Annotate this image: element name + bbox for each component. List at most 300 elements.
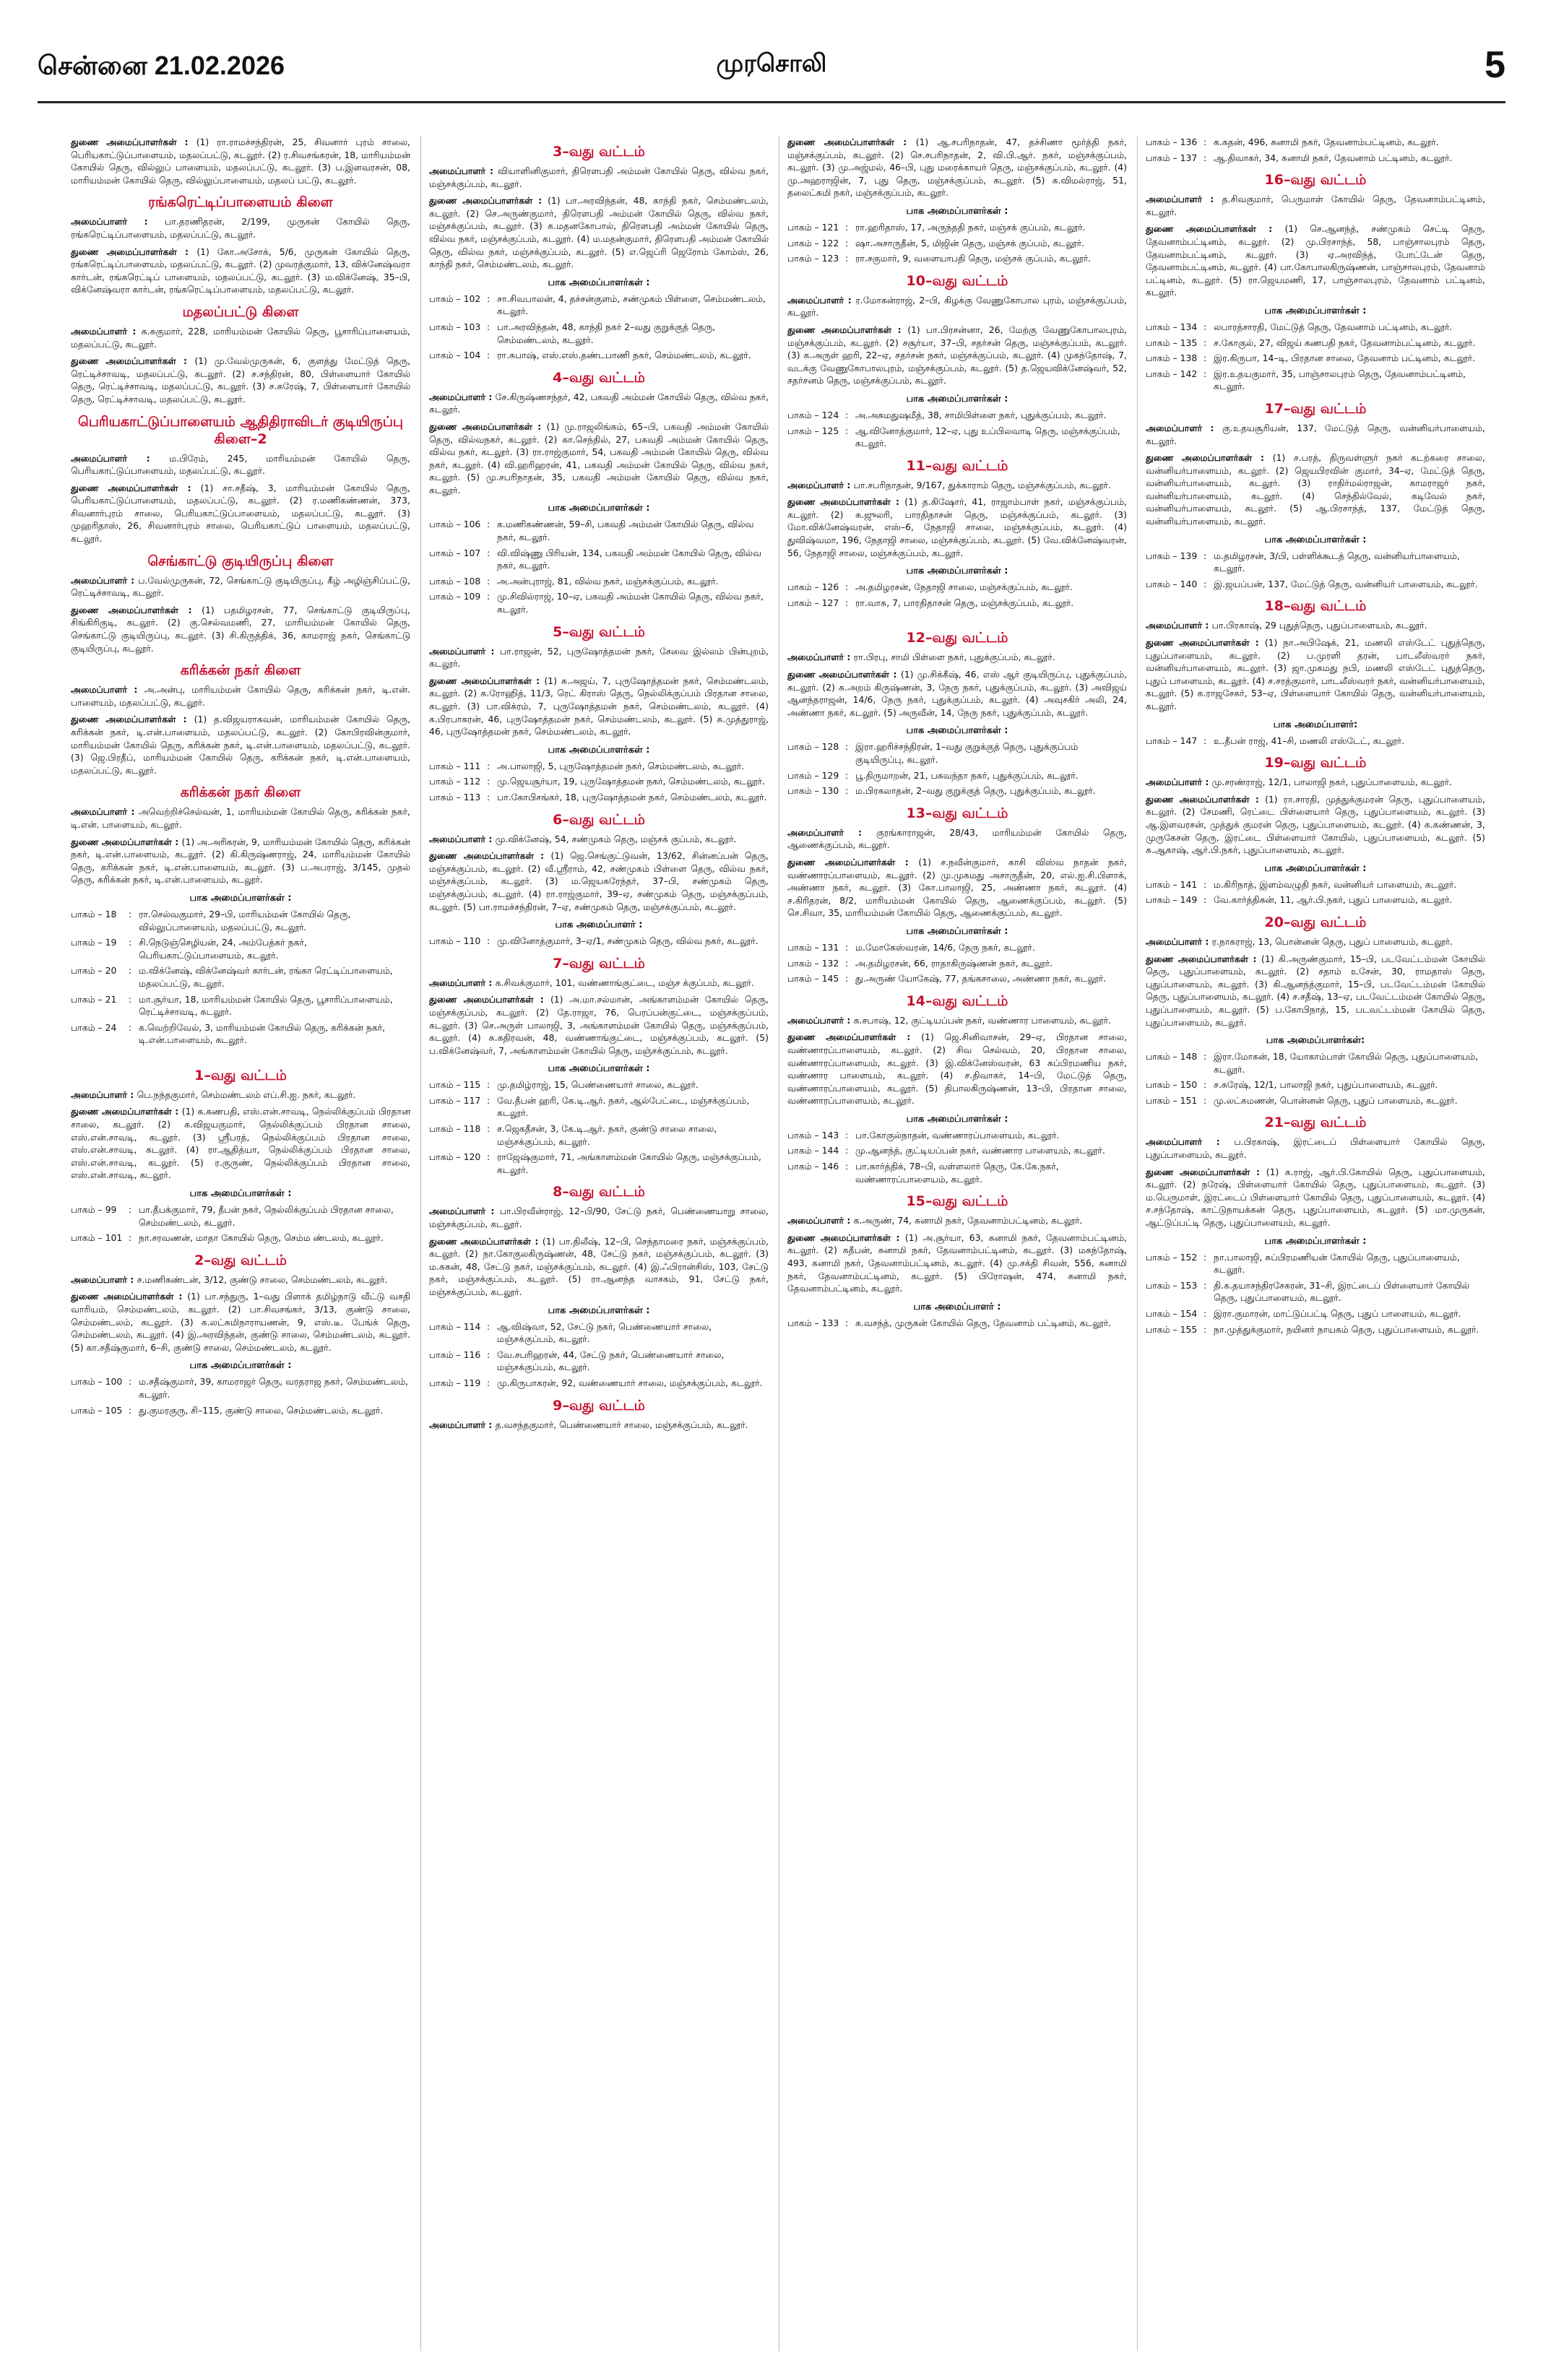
- subheading: பாக அமைப்பாளர் :: [555, 919, 643, 931]
- booth-number: பாகம் – 135: [1146, 337, 1198, 348]
- booth-entry: [787, 769, 1127, 782]
- member-text: ரா.பிரபு, சாமி பிள்ளை நகர், புதுக்குப்பம், கடலூர்.: [853, 652, 1055, 663]
- booth-entry: [429, 1320, 769, 1346]
- booth-number: பாகம் – 104: [429, 350, 481, 361]
- subheading: பாக அமைப்பாளர்கள் :: [906, 205, 1008, 217]
- member-paragraph: [71, 482, 410, 545]
- booth-entry: [429, 935, 769, 948]
- colon-separator: :: [487, 293, 490, 304]
- colon-separator: :: [845, 597, 849, 608]
- role-label: அமைப்பாளர் :: [71, 574, 139, 586]
- booth-entry: [429, 349, 769, 362]
- column-1: [71, 136, 410, 2351]
- booth-member: க.கதன், 496, சுனாமி நகர், தேவனாம்பட்டினம், கடலூர்.: [1214, 137, 1439, 147]
- section-heading: 5–வது வட்டம்: [553, 623, 645, 640]
- booth-number: பாகம் – 123: [787, 253, 839, 264]
- member-text: ர.மோகன்ராஜ், 2–பி, கிழக்கு வேணுகோபால புரம், மஞ்சக்குப்பம், கடலூர்.: [787, 294, 1127, 319]
- role-label: துணை அமைப்பாளர்கள் :: [787, 324, 908, 335]
- booth-member: ரா.சகுமார், 9, வளையாபதி தெரு, மஞ்சக் குப்பம், கடலூர்.: [855, 253, 1092, 264]
- booth-entry: [71, 1404, 410, 1417]
- colon-separator: :: [129, 1021, 132, 1033]
- role-label: அமைப்பாளர் :: [787, 1014, 854, 1026]
- section-heading: 14–வது வட்டம்: [906, 992, 1008, 1009]
- booth-entry: [787, 784, 1127, 797]
- member-paragraph: [787, 826, 1127, 852]
- role-label: அமைப்பாளர் :: [1146, 422, 1222, 433]
- colon-separator: :: [129, 908, 132, 919]
- booth-entry: [787, 740, 1127, 766]
- section-heading: 15–வது வட்டம்: [906, 1193, 1008, 1210]
- member-text: (1) ஆ.சபரிநாதன், 47, தச்சிணா மூர்த்தி நகர், மஞ்சக்குப்பம், கடலூர். (2) செ.சபரிநாதன், 2, வி.பி.ஆர். நகர், மஞ்சக்குப்பம், கடலூர். (3) மு.அஜ்மல், 46–பி, புது மரைக்காயர் தெரு, மஞ்சக்குப்பம், கடலூர். (4) மு.அஹராஜின், 7, புது தெரு, மஞ்சக்குப்பம், கடலூர். (5) க.விமல்ராஜ், 51, தலைட்சுமி நகர், மஞ்சக்குப்பம், கடலூர்.: [787, 137, 1127, 199]
- role-label: துணை அமைப்பாளர்கள் :: [429, 420, 547, 432]
- booth-member: மு.கிருபாகரன், 92, வண்ணையார் சாலை, மஞ்சக்குப்பம், கடலூர்.: [497, 1377, 763, 1388]
- member-text: க.சுகுமார், 228, மாரியம்மன் கோயில் தெரு, பூசாரிப்பாளையம், மதலப்பட்டு, கடலூர்.: [71, 325, 410, 350]
- role-label: துணை அமைப்பாளர்கள் :: [1146, 793, 1266, 805]
- member-paragraph: [787, 479, 1127, 492]
- colon-separator: :: [1203, 1323, 1207, 1335]
- booth-number: பாகம் – 108: [429, 575, 481, 587]
- role-label: அமைப்பாளர் :: [1146, 1136, 1235, 1148]
- booth-entry: [787, 1129, 1127, 1142]
- member-text: (1) கி.அருண்குமார், 15–பி, படவேட்டம்மன் கோயில் தெரு, புதுப்பாளையம், கடலூர். (2) சதாம் உசேன், 30, ராமதாஸ் தெரு, புதுப்பாளையம், கடலூர். (3) கி.ஆனந்த்குமார், 15–பி, படவேட்டம்மன் கோயில் தெரு, புதுப்பாளையம், கடலூர். (4) ச.சதீஷ், 13–ஏ, படவேட்டம்மன் கோயில் தெரு, புதுப்பாளையம், கடலூர். (5) ப.கோபிநாத், 15, படவட்டம்மன் கோயில் தெரு, புதுப்பாளையம், கடலூர்.: [1146, 953, 1485, 1028]
- booth-entry: [787, 1160, 1127, 1185]
- member-paragraph: [787, 136, 1127, 199]
- member-paragraph: [71, 1290, 410, 1354]
- member-paragraph: [429, 194, 769, 271]
- member-paragraph: [787, 856, 1127, 919]
- subheading: பாக அமைப்பாளர்கள் :: [1264, 1235, 1367, 1247]
- section-heading: 21–வது வட்டம்: [1264, 1115, 1367, 1131]
- booth-entry: [1146, 1251, 1485, 1276]
- section-heading: 8–வது வட்டம்: [553, 1184, 645, 1200]
- role-label: அமைப்பாளர் :: [71, 806, 139, 818]
- booth-number: பாகம் – 155: [1146, 1323, 1198, 1335]
- booth-member: வே.தீபன் ஹரி, கே.டி.ஆர். நகர், ஆல்பேட்டை, மஞ்சக்குப்பம், கடலூர்.: [497, 1094, 750, 1119]
- colon-separator: :: [845, 785, 849, 797]
- role-label: துணை அமைப்பாளர்கள் :: [1146, 452, 1273, 464]
- colon-separator: :: [1203, 550, 1207, 561]
- colon-separator: :: [1203, 337, 1207, 348]
- subheading: பாக அமைப்பாளர்கள் :: [1264, 862, 1367, 874]
- booth-member: ஷா.அசாருதீன், 5, மிஜின் தெரு, மஞ்சக் குப்பம், கடலூர்.: [855, 237, 1085, 248]
- member-paragraph: [1146, 1166, 1485, 1229]
- booth-member: வே.சபரிஹரன், 44, சேட்டு நகர், பெண்ணையார் சாலை, மஞ்சக்குப்பம், கடலூர்.: [497, 1349, 725, 1373]
- role-label: துணை அமைப்பாளர்கள் :: [787, 137, 916, 147]
- section-heading: 18–வது வட்டம்: [1264, 598, 1367, 615]
- role-label: அமைப்பாளர் :: [429, 645, 500, 657]
- booth-member: அ.தமிழரசன், நேதாஜி சாலை, மஞ்சக்குப்பம், கடலூர்.: [855, 581, 1073, 593]
- member-paragraph: [1146, 935, 1485, 948]
- member-paragraph: [71, 683, 410, 709]
- colon-separator: :: [845, 973, 849, 985]
- section-heading: கரிக்கன் நகர் கிளை: [180, 662, 301, 679]
- member-text: (1) பா.திலீஷ், 12–பி, செந்தாமரை நகர், மஞ்சக்குப்பம், கடலூர். (2) நா.கோகுலகிருஷ்ணன், 48, சேட்டு நகர், மஞ்சக்குப்பம், கடலூர். (3) ம.சுகன், 48, சேட்டு நகர், மஞ்சக்குப்பம், கடலூர். (4) இ.ஃபிரான்சிஸ், 103, சேட்டு நகர், மஞ்சக்குப்பம், கடலூர். (5) ரா.ஆனந்த வாசகம், 91, சேட்டு நகர், மஞ்சக்குப்பம், கடலூர்.: [429, 1235, 769, 1297]
- colon-separator: :: [1203, 894, 1207, 906]
- booth-member: ரா.சுபாஷ், எஸ்.எஸ்.தண்டபாணி நகர், செம்மண்டலம், கடலூர்.: [497, 350, 751, 361]
- subheading: பாக அமைப்பாளர்கள் :: [1264, 534, 1367, 545]
- spacer: [71, 1050, 410, 1060]
- booth-number: பாகம் – 151: [1146, 1094, 1198, 1106]
- member-text: பெ.நந்தகுமார், செம்மண்டலம் எப்.சி.ஐ. நகர், கடலூர்.: [137, 1089, 356, 1100]
- member-text: ப.வேல்முருகன், 72, செங்காட்டு குடியிருப்பு, கீழ் அழிஞ்சிப்பட்டு, ரெட்டிச்சாவடி, கடலூர்.: [71, 574, 410, 599]
- role-label: அமைப்பாளர் :: [71, 1089, 137, 1100]
- section-heading: 16–வது வட்டம்: [1264, 172, 1367, 189]
- member-paragraph: [787, 1214, 1127, 1227]
- role-label: அமைப்பாளர் :: [429, 1419, 496, 1430]
- role-label: துணை அமைப்பாளர்கள் :: [71, 137, 196, 147]
- booth-member: பா.கோகுல்நாதன், வண்ணாரப்பாளையம், கடலூர்.: [855, 1129, 1060, 1141]
- booth-number: பாகம் – 130: [787, 785, 839, 797]
- booth-entry: [429, 575, 769, 588]
- booth-entry: [1146, 1050, 1485, 1076]
- role-label: துணை அமைப்பாளர்கள் :: [429, 994, 550, 1005]
- member-paragraph: [1146, 619, 1485, 632]
- section-heading: 12–வது வட்டம்: [906, 630, 1008, 646]
- booth-number: பாகம் – 134: [1146, 321, 1198, 332]
- member-text: (1) ரா.சாரதி, முத்துக்குமரன் தெரு, புதுப்பாளையம், கடலூர். (2) சேமணி, ரெட்டை பிள்ளையார் தெரு, புதுப்பாளையம், கடலூர். (3) ஆ.இளவரசன், முத்துக் குமரன் தெரு, புதுப்பாளையம், கடலூர். (4) க.கண்ணன், 3, முருகேசன் தெரு, இரட்டை பிள்ளையார் கோயில், புதுப்பாளையம், கடலூர். (5) சு.ஆகாஷ், ஆர்.பி.நகர், புதுப்பாளையம், கடலூர்.: [1146, 793, 1485, 856]
- member-paragraph: [787, 294, 1127, 319]
- member-paragraph: [71, 836, 410, 886]
- booth-member: மு.ஆனந்த், குட்டியப்பன் நகர், வண்ணார பாளையம், கடலூர்.: [855, 1145, 1105, 1156]
- booth-member: இர.கிருபா, 14–டி, பிரதான சாலை, தேவனாம் பட்டினம், கடலூர்.: [1214, 352, 1476, 364]
- colon-separator: :: [487, 1123, 490, 1135]
- role-label: துணை அமைப்பாளர்கள் :: [429, 675, 545, 686]
- member-paragraph: [787, 1232, 1127, 1295]
- member-paragraph: [71, 1089, 410, 1102]
- member-text: (1) ஜெ.சினிவாசன், 29–ஏ, பிரதான சாலை, வண்ணாரப்பாளையம், கடலூர். (2) சிவ செல்வம், 20, பிரதான சாலை, வண்ணாரப்பாளையம், கடலூர். (3) இ.விக்னேஸ்வரன், 63 சுப்பிரமணிய நகர், வண்ணார பாளையம், கடலூர். (4) ச.திவாகர், 14–பி, மேட்டுத் தெரு, வண்ணாரப்பாளையம், கடலூர். (5) திபாலகிருஷ்ணன், 13–பி, பிரதான சாலை, வண்ணாரப்பாளையம், கடலூர்.: [787, 1031, 1127, 1107]
- member-text: (1) ச.பரத், திருவள்ளுர் நகர் கடற்கரை சாலை, வன்னியர்பாளையம், கடலூர். (2) ஜெயபிரவின் குமார், 34–ஏ, மேட்டுத் தெரு, வன்னியர்பாளையம், கடலூர். (3) ராதிர்மல்ராஜன், காமராஜர் நகர், வன்னியர்பாளையம், கடலூர். (4) செந்தில்வேல், கடிவேல் நகர், வன்னியர்பாளையம், கடலூர். (5) ஆ.பிரசாந்த், 137, மேட்டுத் தெரு, வன்னியர்பாளையம், கடலூர்.: [1146, 452, 1485, 527]
- role-label: அமைப்பாளர் :: [1146, 776, 1212, 788]
- member-paragraph: [1146, 222, 1485, 299]
- booth-member: அ.அன்புராஜ், 81, வில்வ நகர், மஞ்சக்குப்பம், கடலூர்.: [497, 575, 719, 587]
- role-label: துணை அமைப்பாளர்கள் :: [71, 355, 195, 367]
- section-heading: 7–வது வட்டம்: [553, 955, 645, 972]
- booth-member: பா.தீபக்குமார், 79, தீபன் நகர், நெல்லிக்குப்பம் பிரதான சாலை, செம்மண்டலம், கடலூர்.: [139, 1204, 394, 1228]
- member-text: (1) ரா.ராமச்சந்திரன், 25, சிவனார் புரம் சாலை, பெரியகாட்டுப்பாளையம், மதலப்பட்டு, கடலூர். (2) ர.சிவசங்கரன், 18, மாரியம்மன் கோயில் தெரு, வில்லுப் பாளையம், மதலப்பட்டு, கடலூர். (3) ப.இளவரசன், 08, மாரியம்மன் கோயில் தெரு, வில்லுப்பாளையம், மதலப் பட்டு, கடலூர்.: [71, 137, 410, 186]
- colon-separator: :: [1203, 1308, 1207, 1319]
- booth-entry: [429, 1349, 769, 1374]
- member-text: பா.சபரிநாதன், 9/167, துக்காராம் தெரு, மஞ்சக்குப்பம், கடலூர்.: [853, 479, 1111, 490]
- member-paragraph: [71, 805, 410, 831]
- booth-member: ம.தமிழரசன், 3/பி, பள்ளிக்கூடத் தெரு, வன்னியர்பாளையம், கடலூர்.: [1214, 550, 1460, 574]
- member-paragraph: [429, 165, 769, 190]
- member-text: (1) செ.ஆனந்த், சண்முகம் செட்டி தெரு, தேவனாம்பட்டினம், கடலூர். (2) மு.பிரசாந்த், 58, பாஞ்சாலபுரம் தெரு, தேவனாம்பட்டினம், கடலூர். (3) ஏ.அரவிந்த், போட்டேன் தெரு, தேவனாம்பட்டினம், கடலூர். (4) பா.கோபாலகிருஷ்ணன், பாஞ்சாலபுரம், தேவனாம் பட்டினம், கடலூர். (5) ரா.ஜெயமணி, 17, பாஞ்சாலபுரம், தேவனாம் பட்டினம், கடலூர்.: [1146, 223, 1485, 298]
- colon-separator: :: [845, 941, 849, 953]
- booth-number: பாகம் – 120: [429, 1151, 481, 1163]
- member-text: த.சிவகுமார், பெருமாள் கோயில் தெரு, தேவனாம்பட்டினம், கடலூர்.: [1146, 194, 1485, 217]
- member-text: (1) மு.வேல்முருகன், 6, குளத்து மேட்டுத் தெரு, ரெட்டிச்சாவடி, மதலப்பட்டு, கடலூர். (2) ச.சந்திரன், 80, பிள்ளையார் கோயில் தெரு, ரெட்டிச்சாவடி, மதலப்பட்டு, கடலூர். (3) ச.சுரேஷ், 7, பிள்ளையார் கோயில் தெரு, ரெட்டிச்சாவடி, மதலப்பட்டு, கடலூர்.: [71, 355, 410, 404]
- booth-number: பாகம் – 136: [1146, 137, 1198, 147]
- role-label: துணை அமைப்பாளர்கள் :: [787, 496, 905, 508]
- booth-number: பாகம் – 129: [787, 769, 839, 781]
- booth-entry: [71, 1021, 410, 1047]
- section-heading: பெரியகாட்டுப்பாளையம் ஆதிதிராவிடர் குடியிருப்பு கிளை–2: [77, 413, 404, 447]
- subheading: பாக அமைப்பாளர்கள் :: [548, 277, 650, 288]
- member-text: க.சபாஷ், 12, குட்டியப்பன் நகர், வண்ணார பாளையம், கடலூர்.: [853, 1014, 1111, 1026]
- booth-member: நா.முத்துக்குமார், நயினர் நாயகம் தெரு, புதுப்பாளையம், கடலூர்.: [1214, 1323, 1479, 1335]
- subheading: பாக அமைப்பாளர் :: [913, 1301, 1001, 1312]
- colon-separator: :: [487, 1377, 490, 1388]
- booth-member: மு.தமிழ்ராஜ், 15, பெண்ணையார் சாலை, கடலூர்.: [497, 1079, 699, 1091]
- booth-entry: [429, 760, 769, 773]
- role-label: துணை அமைப்பாளர்கள் :: [787, 856, 919, 867]
- booth-member: நா.சரவணன், மாதா கோயில் தெரு, செம்ம ண்டலம், கடலூர்.: [139, 1232, 384, 1244]
- booth-entry: [429, 518, 769, 543]
- column-4: [1146, 136, 1485, 2351]
- booth-number: பாகம் – 114: [429, 1320, 481, 1332]
- section-heading: 10–வது வட்டம்: [906, 272, 1008, 289]
- booth-number: பாகம் – 105: [71, 1404, 123, 1416]
- role-label: துணை அமைப்பாளர்கள் :: [71, 246, 197, 257]
- section-heading: 13–வது வட்டம்: [906, 805, 1008, 821]
- member-text: (1) சா.சதீஷ், 3, மாரியம்மன் கோயில் தெரு, பெரியகாட்டுப்பாளையம், மதலப்பட்டு, கடலூர். (2) ர.மணிகண்ணன், 373, சிவனார்புரம் சாலை, பெரியகாட்டுப்பாளையம், மதலப்பட்டு, கடலூர். (3) முஹரிதாஸ், 26, சிவனார்புரம் சாலை, பெரியகாட்டுப் பாளையம், மதலப்பட்டு, கடலூர்.: [71, 482, 410, 545]
- member-text: பா.பிரவீன்ராஜ், 12–பி/90, சேட்டு நகர், பெண்ணையாறு சாலை, மஞ்சக்குப்பம், கடலூர்.: [429, 1206, 769, 1230]
- member-paragraph: [787, 1031, 1127, 1107]
- booth-number: பாகம் – 128: [787, 741, 839, 753]
- member-paragraph: [71, 452, 410, 477]
- colon-separator: :: [1203, 1079, 1207, 1091]
- member-paragraph: [787, 1014, 1127, 1027]
- booth-entry: [429, 1094, 769, 1120]
- booth-number: பாகம் – 150: [1146, 1079, 1198, 1091]
- section-heading: 2–வது வட்டம்: [194, 1252, 287, 1268]
- member-paragraph: [1146, 193, 1485, 218]
- colon-separator: :: [845, 581, 849, 593]
- colon-separator: :: [845, 957, 849, 969]
- member-text: சே.கிருஷ்ணசந்தர், 42, பகவதி அம்மன் கோயில் தெரு, வில்வ நகர், கடலூர்.: [429, 391, 769, 415]
- colon-separator: :: [487, 1094, 490, 1106]
- subheading: பாக அமைப்பாளர்கள் :: [548, 1304, 650, 1316]
- member-paragraph: [429, 1235, 769, 1299]
- subheading: பாக அமைப்பாளர்கள் :: [906, 1113, 1008, 1125]
- colon-separator: :: [845, 409, 849, 420]
- booth-number: பாகம் – 118: [429, 1123, 481, 1135]
- booth-number: பாகம் – 125: [787, 425, 839, 436]
- booth-number: பாகம் – 152: [1146, 1251, 1198, 1263]
- booth-member: ம.விக்னேஷ், விக்னேஷ்வர் கார்டன், ரங்கா ரெட்டிப்பாளையம், மதலப்பட்டு, கடலூர்.: [139, 965, 393, 989]
- booth-number: பாகம் – 141: [1146, 878, 1198, 890]
- booth-member: வி.விஷ்ணு பிரியன், 134, பகவதி அம்மன் கோயில் தெரு, வில்வ நகர், கடலூர்.: [497, 547, 761, 571]
- booth-number: பாகம் – 109: [429, 591, 481, 602]
- subheading: பாக அமைப்பாளர்கள்:: [1266, 1035, 1365, 1047]
- role-label: துணை அமைப்பாளர்கள் :: [1146, 223, 1285, 235]
- role-label: துணை அமைப்பாளர்கள் :: [71, 836, 182, 847]
- role-label: துணை அமைப்பாளர்கள் :: [429, 1235, 543, 1247]
- role-label: அமைப்பாளர் :: [1146, 935, 1212, 947]
- booth-number: பாகம் – 121: [787, 221, 839, 233]
- column-3: [787, 136, 1127, 2351]
- booth-member: வே.கார்த்திகன், 11, ஆர்.பி.நகர், புதுப் பாளையம், கடலூர்.: [1214, 894, 1453, 906]
- booth-entry: [71, 964, 410, 990]
- colon-separator: :: [487, 350, 490, 361]
- member-paragraph: [429, 675, 769, 738]
- colon-separator: :: [129, 937, 132, 948]
- colon-separator: :: [1203, 1279, 1207, 1291]
- colon-separator: :: [1203, 368, 1207, 379]
- booth-number: பாகம் – 116: [429, 1349, 481, 1360]
- booth-entry: [429, 1151, 769, 1176]
- booth-entry: [787, 237, 1127, 250]
- booth-member: அ.அசுமதுஷமீத், 38, சாமிபிள்ளை நகர், புதுக்குப்பம், கடலூர்.: [855, 409, 1107, 420]
- booth-entry: [1146, 321, 1485, 334]
- role-label: துணை அமைப்பாளர்கள் :: [71, 714, 194, 725]
- colon-separator: :: [1203, 1051, 1207, 1063]
- colon-separator: :: [487, 1151, 490, 1163]
- role-label: துணை அமைப்பாளர்கள் :: [787, 669, 901, 680]
- member-paragraph: [1146, 776, 1485, 789]
- booth-member: மு.ஜெயசூர்யா, 19, புருஷோத்தமன் நகர், செம்மண்டலம், கடலூர்.: [497, 776, 765, 787]
- booth-number: பாகம் – 133: [787, 1317, 839, 1328]
- booth-number: பாகம் – 113: [429, 791, 481, 802]
- booth-number: பாகம் – 100: [71, 1376, 123, 1388]
- colon-separator: :: [129, 1204, 132, 1216]
- booth-member: ஆ.வினோத்குமார், 12–ஏ, புது உப்பிலவாடி தெரு, மஞ்சக்குப்பம், கடலூர்.: [855, 425, 1120, 449]
- colon-separator: :: [845, 769, 849, 781]
- booth-number: பாகம் – 19: [71, 937, 117, 948]
- booth-entry: [1146, 1094, 1485, 1107]
- member-paragraph: [787, 496, 1127, 559]
- role-label: அமைப்பாளர் :: [787, 826, 876, 838]
- subheading: பாக அமைப்பாளர்கள் :: [189, 1188, 292, 1200]
- colon-separator: :: [845, 1317, 849, 1328]
- booth-member: அ.தமிழரசன், 66, ராதாகிருஷ்ணன் நகர், கடலூர்.: [855, 957, 1053, 969]
- member-paragraph: [1146, 1135, 1485, 1161]
- member-text: (1) ச.நவீன்குமார், காசி விஸ்வ நாதன் நகர், வண்ணாரப்பாளையம், கடலூர். (2) மு.முகமது அசாருதீன், 20, எல்.ஐ.சி.பிளாக், அண்ணா நகர், கடலூர். (3) கோ.பாலாஜி, 25, அண்ணா நகர், கடலூர். (4) ச.கிரிதரன், 8/2, மாரியம்மன் கோயில் தெரு, ஆணைக்குப்பம், கடலூர். (5) செ.சிவா, 35, மாரியம்மன் கோயில் தெரு, ஆணைக்குப்பம், கடலூர்.: [787, 856, 1127, 919]
- role-label: துணை அமைப்பாளர்கள் :: [1146, 953, 1261, 964]
- subheading: பாக அமைப்பாளர்கள் :: [548, 1063, 650, 1075]
- role-label: அமைப்பாளர் :: [1146, 194, 1222, 205]
- booth-number: பாகம் – 140: [1146, 578, 1198, 589]
- member-text: கு.உதயசூரியன், 137, மேட்டுத் தெரு, வன்னியர்பாளையம், கடலூர்.: [1146, 422, 1485, 446]
- role-label: அமைப்பாளர் :: [787, 652, 854, 663]
- colon-separator: :: [487, 547, 490, 558]
- booth-member: ரா.செல்வகுமார், 29–பி, மாரியம்மன் கோயில் தெரு, வில்லுப்பாளையம், மதலப்பட்டு, கடலூர்.: [139, 908, 351, 932]
- booth-entry: [787, 409, 1127, 422]
- member-paragraph: [71, 246, 410, 296]
- booth-member: லபாரத்சாரதி, மேட்டுத் தெரு, தேவனாம் பட்டினம், கடலூர்.: [1214, 321, 1453, 332]
- booth-member: ச.சுரேஷ், 12/1, பாலாஜி நகர், புதுப்பாளையம், கடலூர்.: [1214, 1079, 1438, 1091]
- member-paragraph: [429, 833, 769, 846]
- booth-member: மு.சிவில்ராஜ், 10–ஏ, பகவதி அம்மன் கோயில் தெரு, வில்வ நகர், கடலூர்.: [497, 591, 764, 615]
- booth-member: து.அருண் யோகேஷ், 77, தங்கசாலை, அண்ணா நகர், கடலூர்.: [855, 973, 1107, 985]
- booth-member: இரா.ஹரிச்சந்திரன், 1–வது குறுக்குத் தெரு, புதுக்குப்பம் குடியிருப்பு, கடலூர்.: [855, 741, 1079, 765]
- member-text: ர.நாகராஜ், 13, பொன்னன் தெரு, புதுப் பாளையம், கடலூர்.: [1211, 935, 1453, 947]
- booth-entry: [429, 1377, 769, 1390]
- member-text: (1) மு.ராஜலிங்கம், 65–பி, பகவதி அம்மன் கோயில் தெரு, வில்வநகர், கடலூர். (2) கா.செந்தில், 27, பகவதி அம்மன் கோயில் தெரு, வில்வ நகர், கடலூர். (3) ரா.ராஜ்குமார், 54, பகவதி அம்மன் கோயில் தெரு, வில்வ நகர், கடலூர். (4) வி.ஹரிஹரன், 41, பகவதி அம்மன் கோயில் தெரு, வில்வ நகர், கடலூர். (5) மு.சபரிநாதன், 35, பகவதி அம்மன் கோயில் தெரு, வில்வ நகர், கடலூர்.: [429, 420, 769, 496]
- member-paragraph: [429, 977, 769, 990]
- colon-separator: :: [487, 1079, 490, 1091]
- booth-member: பா.கோபிசங்கர், 18, புருஷோத்தமன் நகர், செம்மண்டலம், கடலூர்.: [497, 791, 767, 802]
- booth-number: பாகம் – 146: [787, 1161, 839, 1172]
- booth-number: பாகம் – 117: [429, 1094, 481, 1106]
- role-label: அமைப்பாளர் :: [429, 391, 496, 402]
- booth-entry: [1146, 735, 1485, 748]
- booth-entry: [1146, 352, 1485, 365]
- colon-separator: :: [487, 776, 490, 787]
- booth-entry: [1146, 578, 1485, 591]
- member-paragraph: [429, 420, 769, 497]
- colon-separator: :: [845, 237, 849, 248]
- booth-member: மா.சூர்யா, 18, மாரியம்மன் கோயில் தெரு, பூசாரிப்பாளையம், ரெட்டிச்சாவடி, கடலூர்.: [139, 993, 393, 1018]
- booth-number: பாகம் – 138: [1146, 352, 1198, 364]
- edition-date: சென்னை 21.02.2026: [38, 51, 285, 80]
- section-heading: மதலப்பட்டு கிளை: [182, 303, 299, 320]
- member-text: குரங்காராஜன், 28/43, மாரியம்மன் கோயில் தெரு, ஆணைக்குப்பம், கடலூர்.: [787, 826, 1127, 851]
- role-label: துணை அமைப்பாளர்கள் :: [71, 1106, 182, 1117]
- member-text: ம.பிரேம், 245, மாரியம்மன் கோயில் தெரு, பெரியகாட்டுப்பாளையம், மதலப்பட்டு, கடலூர்.: [71, 452, 410, 477]
- booth-number: பாகம் – 131: [787, 941, 839, 953]
- member-text: (1) த.விஜயராகவன், மாரியம்மன் கோயில் தெரு, கரிக்கன் நகர், டி.என்.பாளையம், மதலப்பட்டு, கடலூர். (2) கோபிரவின்குமார், மாரியம்மன் கோயில் தெரு, கரிக்கன் நகர், டி.என்.பாளையம், மதலப்பட்டு, கடலூர். (3) ஜெ.பிரதீப், மாரியம்மன் கோயில் தெரு, கரிக்கன் நகர், டி.என்.பாளையம், மதலப்பட்டு, கடலூர்.: [71, 714, 410, 776]
- booth-number: பாகம் – 145: [787, 973, 839, 985]
- section-heading: செங்காட்டு குடியிருப்பு கிளை: [147, 553, 334, 569]
- member-text: மு.விக்னேஷ், 54, சண்முகம் தெரு, மஞ்சக் குப்பம், கடலூர்.: [495, 833, 737, 844]
- booth-member: ச.கோகுல், 27, விஜய் கணபதி நகர், தேவனாம்பட்டினம், கடலூர்.: [1214, 337, 1476, 348]
- booth-entry: [429, 293, 769, 318]
- member-text: ச.மணிகண்டன், 3/12, குண்டு சாலை, செம்மண்டலம், கடலூர்.: [137, 1273, 388, 1285]
- colon-separator: :: [845, 741, 849, 753]
- booth-number: பாகம் – 18: [71, 908, 117, 919]
- member-text: (1) அ.அரிகரன், 9, மாரியம்மன் கோயில் தெரு, கரிக்கன் நகர், டி.என்.பாளையம், கடலூர். (2) கி.கிருஷ்ணராஜ், 24, மாரியம்மன் கோயில் தெரு, கரிக்கன் நகர், டி.என்.பாளையம், கடலூர். (3) ப.அபராஜ், 3/145, முதல் தெரு, கரிக்கன் நகர், டி.என்.பாளையம், கடலூர்.: [71, 836, 410, 886]
- role-label: துணை அமைப்பாளர்கள் :: [1146, 637, 1265, 649]
- role-label: துணை அமைப்பாளர்கள் :: [787, 1031, 922, 1043]
- booth-number: பாகம் – 144: [787, 1145, 839, 1156]
- member-text: ப.பிரகாஷ், இரட்டைப் பிள்ளையார் கோயில் தெரு, புதுப்பாளையம், கடலூர்.: [1146, 1136, 1485, 1161]
- subheading: பாக அமைப்பாளர்கள் :: [189, 1360, 292, 1372]
- booth-member: மு.வினோத்குமார், 3–ஏ/1, சண்முகம் தெரு, வில்வ நகர், கடலூர்.: [497, 935, 758, 947]
- member-text: க.அருண், 74, சுனாமி நகர், தேவனாம்பட்டினம், கடலூர்.: [853, 1215, 1083, 1226]
- booth-member: இ.ஜயப்பன், 137, மேட்டுத் தெரு, வன்னியர் பாளையம், கடலூர்.: [1214, 578, 1478, 589]
- member-paragraph: [71, 604, 410, 654]
- booth-entry: [787, 252, 1127, 265]
- role-label: அமைப்பாளர் :: [71, 1273, 137, 1285]
- colon-separator: :: [845, 1161, 849, 1172]
- section-heading: 9–வது வட்டம்: [553, 1397, 645, 1414]
- member-paragraph: [1146, 636, 1485, 713]
- member-paragraph: [429, 645, 769, 670]
- section-heading: 11–வது வட்டம்: [906, 457, 1008, 474]
- booth-number: பாகம் – 132: [787, 957, 839, 969]
- subheading: பாக அமைப்பாளர்கள் :: [548, 744, 650, 756]
- booth-entry: [1146, 368, 1485, 393]
- booth-number: பாகம் – 106: [429, 519, 481, 530]
- role-label: துணை அமைப்பாளர்கள் :: [71, 1291, 188, 1302]
- role-label: அமைப்பாளர் :: [429, 1206, 500, 1217]
- booth-number: பாகம் – 142: [1146, 368, 1198, 379]
- booth-entry: [1146, 337, 1485, 350]
- role-label: அமைப்பாளர் :: [787, 1215, 854, 1226]
- booth-entry: [1146, 893, 1485, 906]
- subheading: பாக அமைப்பாளர்கள் :: [548, 503, 650, 514]
- member-paragraph: [429, 391, 769, 416]
- colon-separator: :: [1203, 1251, 1207, 1263]
- booth-number: பாகம் – 119: [429, 1377, 481, 1388]
- booth-member: உ.தீபன் ராஜ், 41–சி, மணலி எஸ்டேட், கடலூர்.: [1214, 735, 1405, 746]
- booth-entry: [787, 972, 1127, 985]
- booth-entry: [787, 941, 1127, 954]
- subheading: பாக அமைப்பாளர்:: [1273, 719, 1358, 730]
- booth-member: இரா.மோகன், 18, யோகாம்பாள் கோயில் தெரு, புதுப்பாளையம், கடலூர்.: [1214, 1051, 1479, 1075]
- booth-number: பாகம் – 149: [1146, 894, 1198, 906]
- role-label: அமைப்பாளர் :: [429, 165, 498, 176]
- colon-separator: :: [845, 253, 849, 264]
- booth-entry: [71, 1375, 410, 1401]
- member-paragraph: [71, 713, 410, 776]
- booth-number: பாகம் – 103: [429, 321, 481, 332]
- booth-member: இரா.குமாரன், மாட்டுப்பட்டி தெரு, புதுப் பாளையம், கடலூர்.: [1214, 1308, 1461, 1319]
- colon-separator: :: [845, 1145, 849, 1156]
- spacer: [787, 612, 1127, 622]
- subheading: பாக அமைப்பாளர்கள் :: [906, 566, 1008, 577]
